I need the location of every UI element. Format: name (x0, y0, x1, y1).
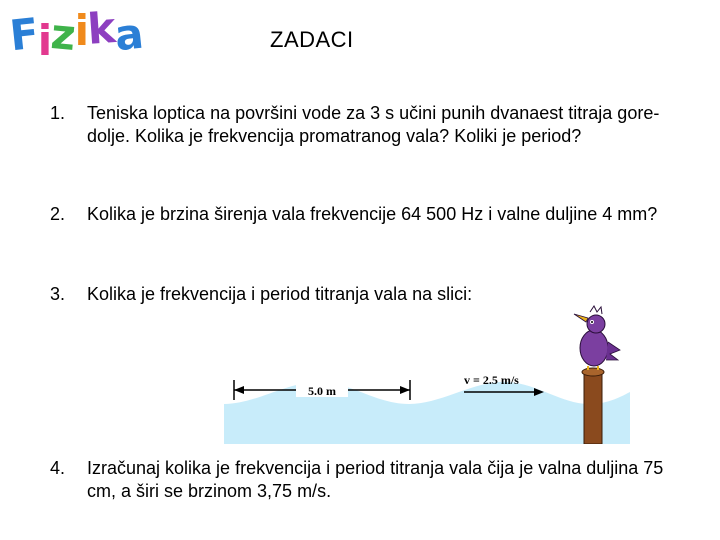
wavelength-label: 5.0 m (308, 384, 336, 398)
task-number: 3. (50, 284, 66, 304)
page-title: ZADACI (270, 27, 354, 52)
task-item (50, 457, 690, 503)
water-wave (224, 382, 630, 444)
task-text: Teniska loptica na površini vode za 3 s učini punih dvanaest titraja gore-dolje. Kolika je frekvencija promatranog vala? Koliki je period? (87, 103, 660, 146)
pole-top (582, 368, 604, 376)
task-number: 4. (50, 458, 66, 478)
task-number: 2. (50, 204, 66, 224)
logo-letter: i (37, 16, 52, 65)
task-number: 1. (50, 103, 66, 123)
task-text: Kolika je frekvencija i period titranja vala na slici: (87, 284, 473, 304)
fizika-logo (7, 3, 145, 66)
wave-illustration (224, 304, 630, 444)
arrowhead-right (400, 386, 410, 394)
logo-letter: a (112, 8, 145, 61)
task-text: Izračunaj kolika je frekvencija i period titranja vala čija je valna duljina 75 cm, a širi se brzinom 3,75 m/s. (87, 458, 664, 501)
bird-icon (574, 306, 620, 370)
speed-label: v = 2.5 m/s (464, 373, 519, 387)
arrowhead-left (234, 386, 244, 394)
task-item (50, 102, 690, 148)
wooden-pole (584, 372, 602, 444)
logo-letter: i (74, 6, 88, 55)
logo-letter: z (49, 9, 77, 60)
logo-letter: F (7, 8, 41, 61)
task-item (50, 283, 690, 306)
task-item (50, 203, 690, 226)
logo-letter: k (85, 3, 117, 54)
wave-figure (224, 304, 630, 444)
task-text: Kolika je brzina širenja vala frekvencije 64 500 Hz i valne duljine 4 mm? (87, 204, 658, 224)
